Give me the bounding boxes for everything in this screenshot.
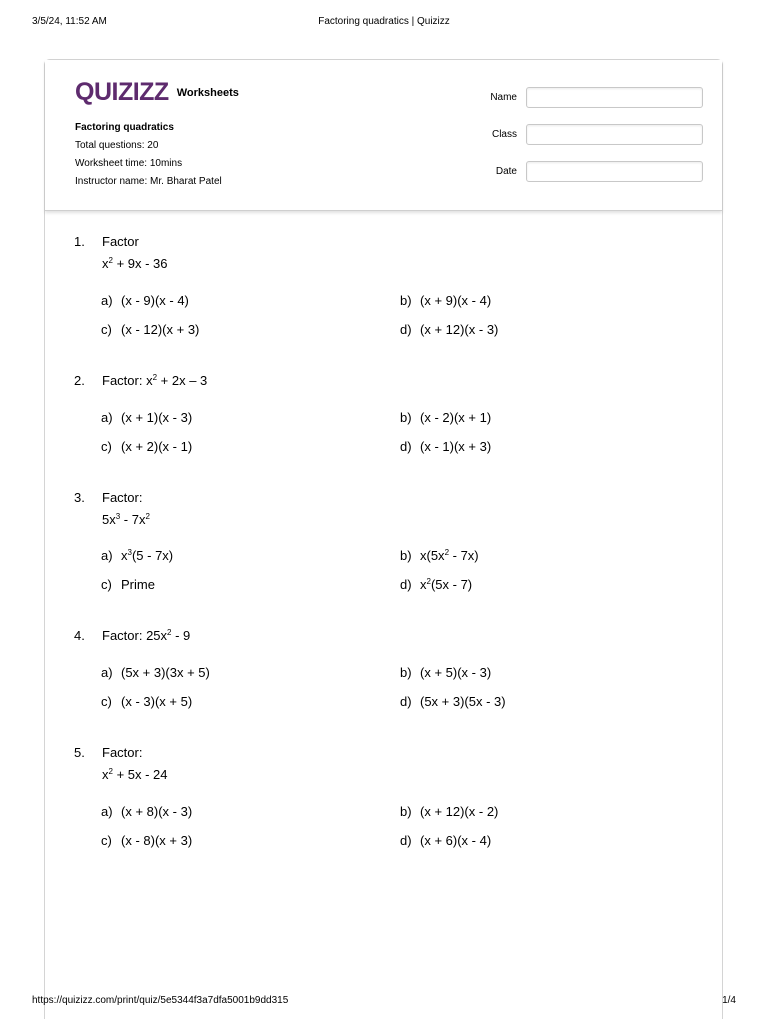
question-number: 5. [74, 745, 85, 760]
question-expression: $x^2 + 9x - 36$ [102, 256, 168, 271]
option-d: d) (x + 6)(x - 4) [400, 833, 492, 848]
worksheet-sheet [44, 59, 723, 1019]
date-field-row [475, 161, 703, 182]
option-c: c) (x - 8)(x + 3) [101, 833, 193, 848]
option-b: b) (x - 2)(x + 1) [400, 410, 492, 425]
option-b: b) (x + 12)(x - 2) [400, 804, 499, 819]
option-a: a) (x - 9)(x - 4) [101, 293, 189, 308]
name-input[interactable] [526, 87, 703, 108]
option-b: b) (x + 9)(x - 4) [400, 293, 492, 308]
worksheet-title: Factoring quadratics [75, 122, 174, 133]
question-stem: Factor [102, 234, 139, 249]
question-stem: Factor: [102, 490, 143, 505]
option-d: d) (5x + 3)(5x - 3) [400, 694, 506, 709]
worksheet-time: Worksheet time: 10mins [75, 158, 183, 169]
class-input[interactable] [526, 124, 703, 145]
instructor-name: Instructor name: Mr. Bharat Patel [75, 176, 222, 187]
option-c: c) (x - 3)(x + 5) [101, 694, 193, 709]
question-stem: Factor: $x^2 + 2x - 3$ [102, 373, 208, 388]
option-b: b) $x(5x^2 - 7x)$ [400, 548, 479, 563]
question-expression: $5x^3 - 7x^2$ [102, 512, 150, 527]
name-label: Name [490, 92, 517, 103]
date-input[interactable] [526, 161, 703, 182]
option-d: d) $x^2(5x - 7)$ [400, 577, 473, 592]
option-b: b) (x + 5)(x - 3) [400, 665, 492, 680]
option-a: a) (x + 1)(x - 3) [101, 410, 193, 425]
print-page-title: Factoring quadratics | Quizizz [318, 16, 450, 27]
logo-wordmark: QUIZIZZ [75, 78, 169, 106]
option-a: a) (x + 8)(x - 3) [101, 804, 193, 819]
option-d: d) (x + 12)(x - 3) [400, 322, 499, 337]
print-page-number: 1/4 [722, 995, 736, 1006]
name-field-row [475, 87, 703, 108]
total-questions: Total questions: 20 [75, 140, 159, 151]
question-number: 1. [74, 234, 85, 249]
question-stem: Factor: $25x^2 - 9$ [102, 628, 191, 643]
worksheet-header [45, 60, 722, 211]
class-field-row [475, 124, 703, 145]
quizizz-logo [75, 78, 239, 107]
option-c: c) (x + 2)(x - 1) [101, 439, 193, 454]
date-label: Date [495, 166, 517, 177]
question-number: 4. [74, 628, 85, 643]
option-d: d) (x - 1)(x + 3) [400, 439, 492, 454]
question-number: 2. [74, 373, 85, 388]
option-a: a) (5x + 3)(3x + 5) [101, 665, 210, 680]
print-url: https://quizizz.com/print/quiz/5e5344f3a7dfa5001b9dd315 [32, 995, 289, 1006]
option-a: a) $x^3(5 - 7x)$ [101, 548, 174, 563]
print-datetime: 3/5/24, 11:52 AM [32, 16, 107, 27]
logo-label: Worksheets [176, 86, 239, 99]
question-expression: $x^2 + 5x - 24$ [102, 767, 168, 782]
question-number: 3. [74, 490, 85, 505]
class-label: Class [491, 129, 517, 140]
option-c: c) Prime [101, 577, 155, 592]
option-c: c) (x - 12)(x + 3) [101, 322, 200, 337]
worksheet-meta [75, 119, 222, 191]
question-stem: Factor: [102, 745, 143, 760]
